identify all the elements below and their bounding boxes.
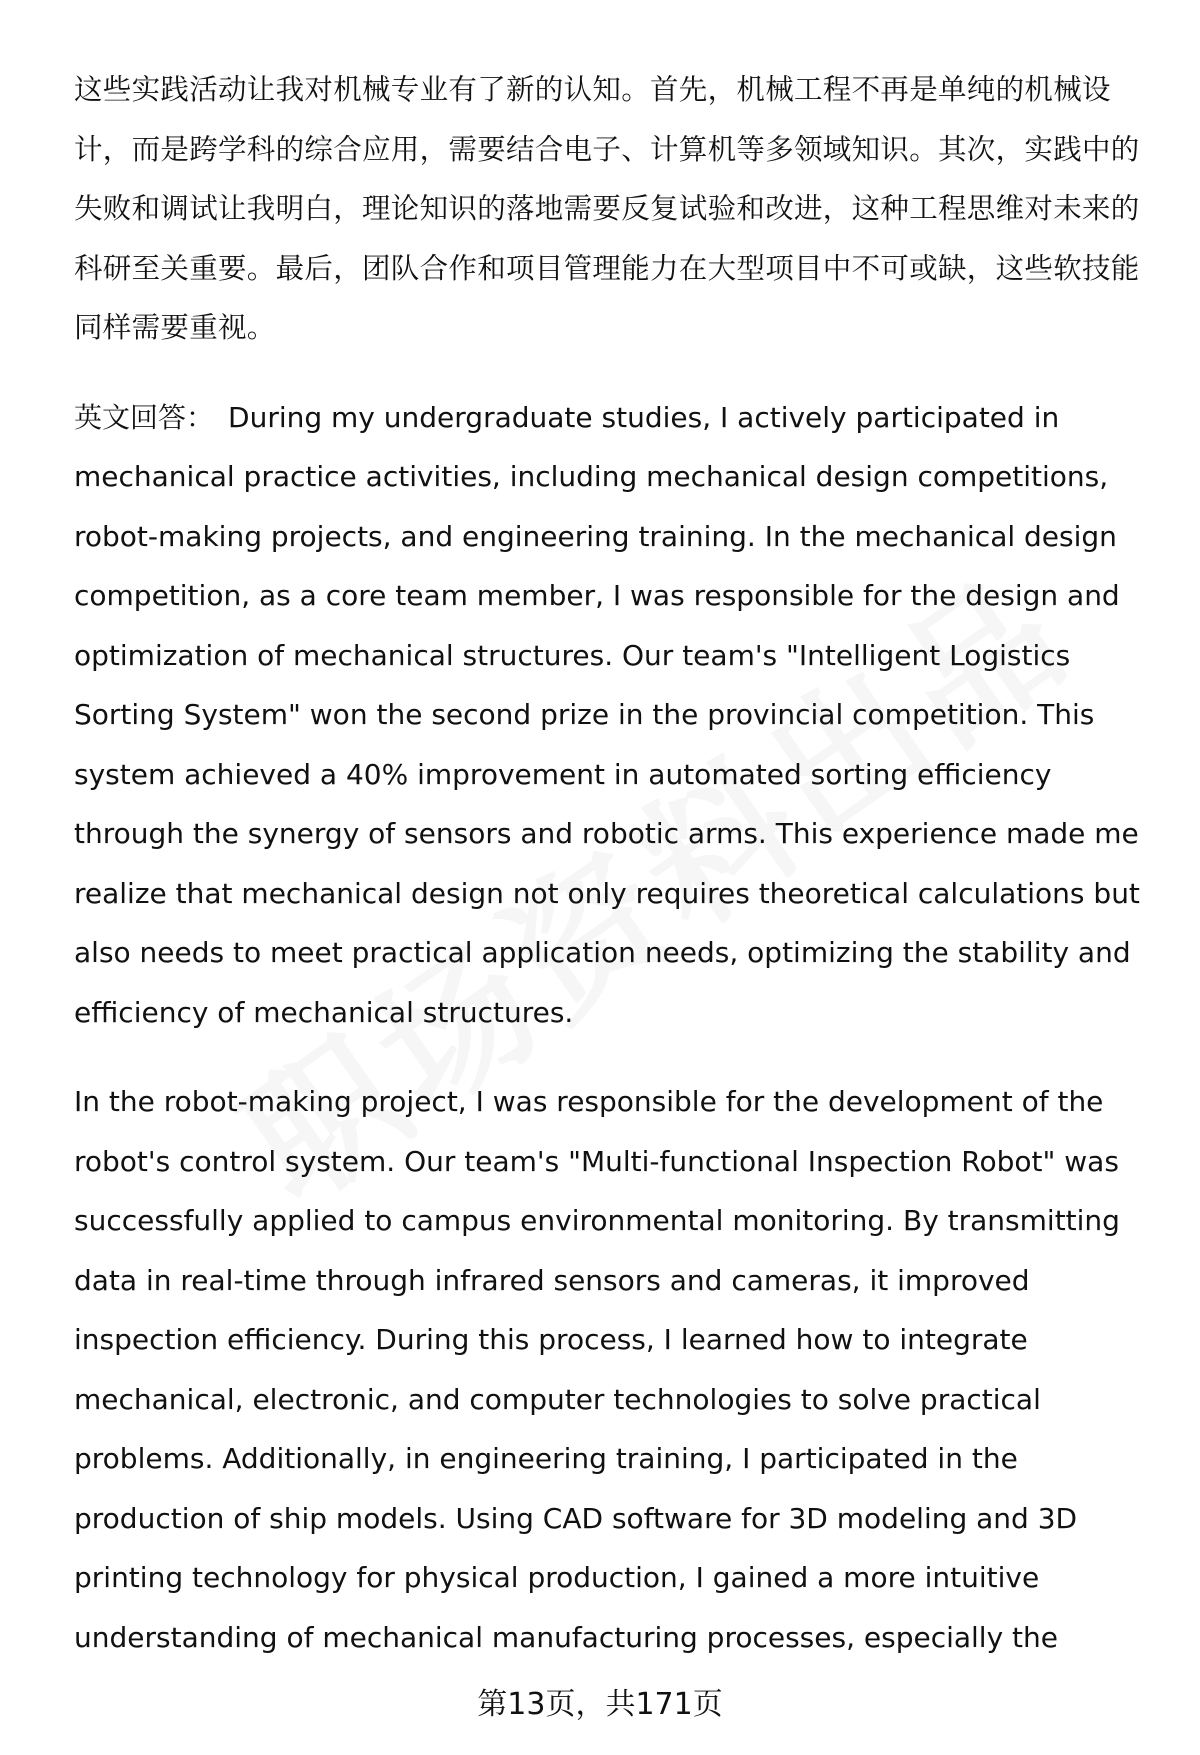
english-answer-text: During my undergraduate studies, I actively participated in mechanical practice activities, including mechanical design competitions, robot-making projects, and engineering training. In the mechanical design competition, as a core team member, I was responsible for the design and optimization of mechanical structures. Our team's "Intelligent Logistics Sorting System" won the second prize in the provincial competition. This system achieved a 40% improvement in automated sorting efficiency through the synergy of sensors and robotic arms. This experience made me realize that mechanical design not only requires theoretical calculations but also needs to meet practical application needs, optimizing the stability and efficiency of mechanical structures.: [74, 400, 1140, 1029]
page-number: 第13页，共171页: [477, 1687, 723, 1722]
english-answer-label: 英文回答：: [74, 400, 215, 434]
chinese-paragraph: 这些实践活动让我对机械专业有了新的认知。首先，机械工程不再是单纯的机械设计，而是跨学科的综合应用，需要结合电子、计算机等多领域知识。其次，实践中的失败和调试让我明白，理论知识的落地需要反复试验和改进，这种工程思维对未来的科研至关重要。最后，团队合作和项目管理能力在大型项目中不可或缺，这些软技能同样需要重视。: [74, 73, 1140, 344]
english-answer-paragraph: [74, 388, 1152, 1043]
english-second-paragraph: In the robot-making project, I was responsible for the development of the robot's control system. Our team's "Multi-functional Inspection Robot" was successfully applied to campus environmental monitoring. By transmitting data in real-time through infrared sensors and cameras, it improved inspection efficiency. During this process, I learned how to integrate mechanical, electronic, and computer technologies to solve practical problems. Additionally, in engineering training, I participated in the production of ship models. Using CAD software for 3D modeling and 3D printing technology for physical production, I gained a more intuitive understanding of mechanical manufacturing processes, especially the: [74, 1085, 1120, 1654]
page-content: [74, 60, 1152, 1667]
